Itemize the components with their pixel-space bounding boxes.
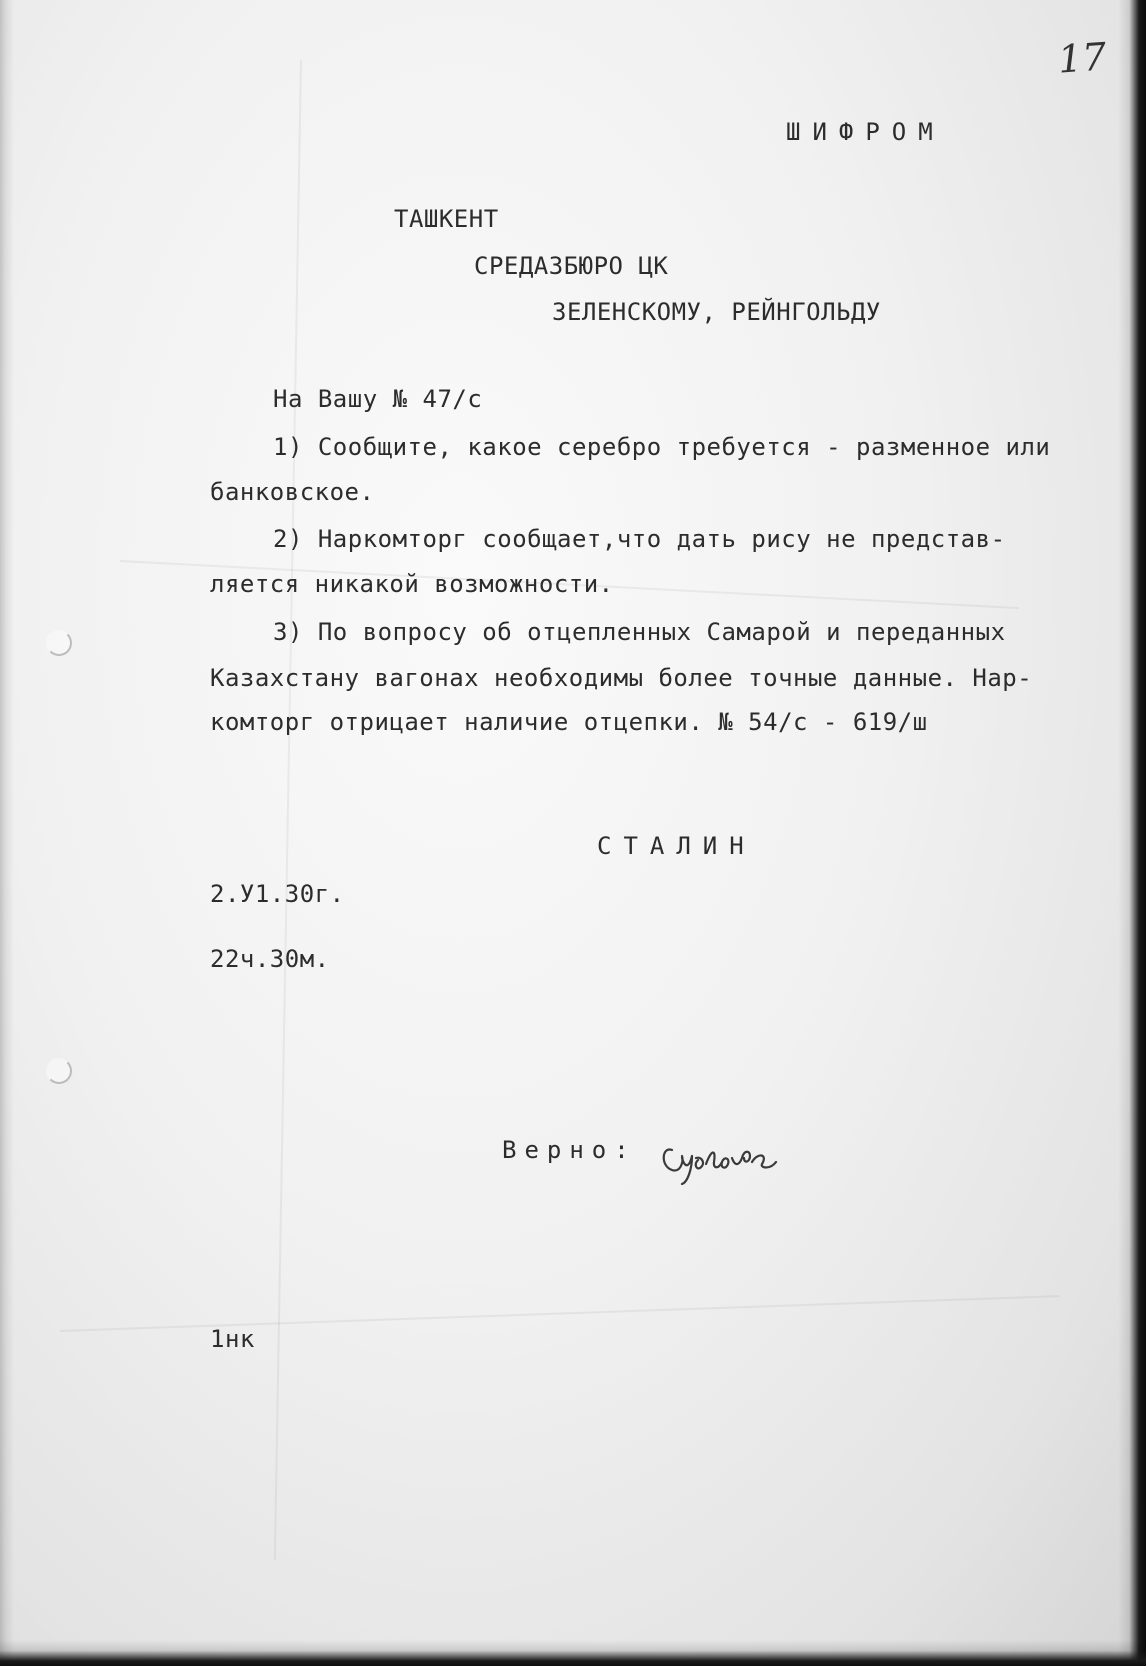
scan-edge-left xyxy=(0,0,14,1666)
punch-hole xyxy=(46,1058,72,1084)
destination-city: ТАШКЕНТ xyxy=(394,205,499,233)
handwritten-signature xyxy=(658,1128,788,1188)
scan-edge-right xyxy=(1118,0,1146,1666)
item-2-line-1: 2) Наркомторг сообщает,что дать рису не представ- xyxy=(273,525,1006,553)
recipients: ЗЕЛЕНСКОМУ, РЕЙНГОЛЬДУ xyxy=(552,298,881,326)
item-1-line-2: банковское. xyxy=(210,478,375,506)
paper-crease xyxy=(274,60,302,1560)
item-3-line-1: 3) По вопросу об отцепленных Самарой и переданных xyxy=(273,618,1006,646)
time: 22ч.30м. xyxy=(210,945,330,973)
item-2-line-2: ляется никакой возможности. xyxy=(210,570,614,598)
item-1-line-1: 1) Сообщите, какое серебро требуется - разменное или xyxy=(273,433,1051,461)
scan-edge-bottom xyxy=(0,1640,1146,1666)
signatory-name: СТАЛИН xyxy=(597,832,756,860)
date: 2.У1.30г. xyxy=(210,880,345,908)
transmission-mode: ШИФРОМ xyxy=(786,118,945,146)
copy-code: 1нк xyxy=(210,1325,255,1353)
punch-hole xyxy=(46,630,72,656)
reference-line: На Вашу № 47/с xyxy=(273,385,483,413)
folio-number: 17 xyxy=(1056,34,1108,82)
item-3-line-2: Казахстану вагонах необходимы более точные данные. Нар- xyxy=(210,664,1033,692)
item-3-line-3: комторг отрицает наличие отцепки. № 54/с - 619/ш xyxy=(210,708,928,736)
destination-organization: СРЕДАЗБЮРО ЦК xyxy=(474,252,669,280)
certification-label: Верно: xyxy=(502,1136,637,1164)
